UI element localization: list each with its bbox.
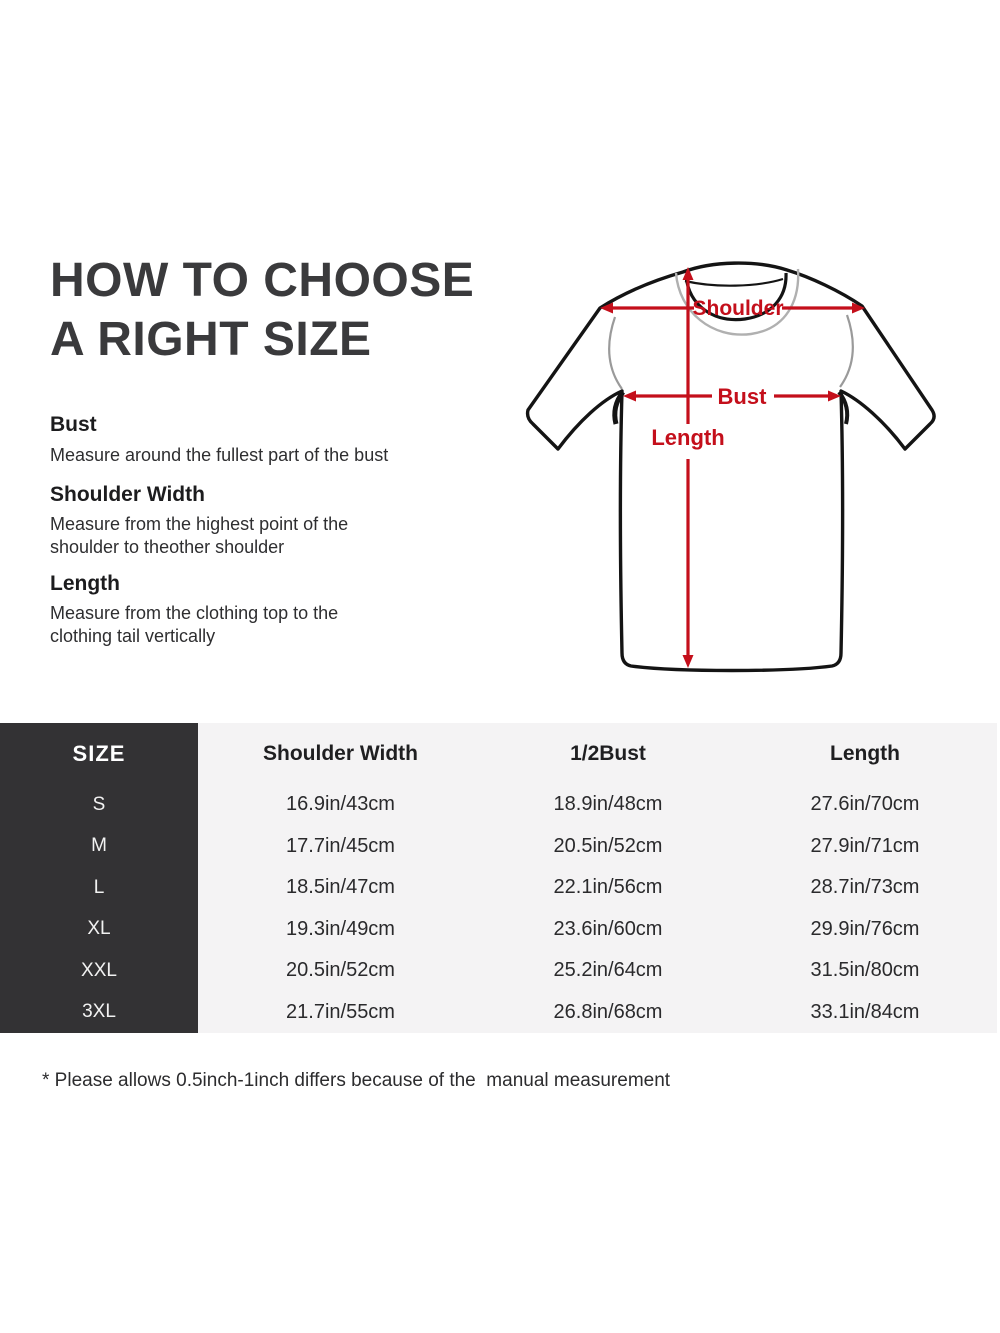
tshirt-outline-icon xyxy=(528,263,935,670)
length-arrow-label: Length xyxy=(651,425,725,450)
half-bust-value: 26.8in/68cm xyxy=(483,992,733,1034)
length-value: 31.5in/80cm xyxy=(733,950,997,992)
shoulder-width-value: 17.7in/45cm xyxy=(198,826,483,868)
half-bust-value: 18.9in/48cm xyxy=(483,784,733,826)
half-bust-column-header: 1/2Bust xyxy=(483,723,733,784)
size-column-header: SIZE xyxy=(0,723,198,784)
shoulder-width-value: 20.5in/52cm xyxy=(198,950,483,992)
length-value: 28.7in/73cm xyxy=(733,867,997,909)
half-bust-value: 20.5in/52cm xyxy=(483,826,733,868)
half-bust-value: 22.1in/56cm xyxy=(483,867,733,909)
page-title xyxy=(50,251,474,369)
length-value: 27.6in/70cm xyxy=(733,784,997,826)
page-title-line1: HOW TO CHOOSE xyxy=(50,254,475,307)
length-heading: Length xyxy=(50,572,120,595)
shoulder-width-description-line2: shoulder to theother shoulder xyxy=(50,537,285,557)
bust-heading: Bust xyxy=(50,413,97,436)
shoulder-width-description-line1: Measure from the highest point of the xyxy=(50,514,349,534)
length-description-line2: clothing tail vertically xyxy=(50,626,216,646)
size-table xyxy=(0,723,997,1033)
bust-description xyxy=(50,444,388,467)
table-row xyxy=(0,950,997,992)
length-value: 29.9in/76cm xyxy=(733,909,997,951)
size-label: 3XL xyxy=(0,992,198,1034)
shoulder-arrow-label: Shoulder xyxy=(692,297,784,320)
table-row xyxy=(0,867,997,909)
size-label: S xyxy=(0,784,198,826)
shoulder-width-value: 19.3in/49cm xyxy=(198,909,483,951)
size-table-header-row xyxy=(0,723,997,784)
bust-arrow-label: Bust xyxy=(717,384,767,409)
table-row xyxy=(0,784,997,826)
table-row xyxy=(0,992,997,1034)
shoulder-width-value: 21.7in/55cm xyxy=(198,992,483,1034)
length-value: 33.1in/84cm xyxy=(733,992,997,1034)
length-description-line1: Measure from the clothing top to the xyxy=(50,603,339,623)
size-label: XXL xyxy=(0,950,198,992)
shoulder-width-column-header: Shoulder Width xyxy=(198,723,483,784)
half-bust-value: 25.2in/64cm xyxy=(483,950,733,992)
length-value: 27.9in/71cm xyxy=(733,826,997,868)
table-row xyxy=(0,826,997,868)
shoulder-width-value: 18.5in/47cm xyxy=(198,867,483,909)
table-row xyxy=(0,909,997,951)
size-label: L xyxy=(0,867,198,909)
shoulder-width-value: 16.9in/43cm xyxy=(198,784,483,826)
measurement-disclaimer: * Please allows 0.5inch-1inch differs because of the manual measurement xyxy=(42,1070,671,1091)
size-label: XL xyxy=(0,909,198,951)
shoulder-width-description xyxy=(50,513,348,559)
page-title-line2: A RIGHT SIZE xyxy=(50,313,372,366)
tshirt-measurement-diagram xyxy=(505,248,965,698)
half-bust-value: 23.6in/60cm xyxy=(483,909,733,951)
length-column-header: Length xyxy=(733,723,997,784)
size-label: M xyxy=(0,826,198,868)
shoulder-width-heading: Shoulder Width xyxy=(50,483,205,506)
length-description xyxy=(50,602,338,648)
bust-description-line: Measure around the fullest part of the bust xyxy=(50,445,389,465)
